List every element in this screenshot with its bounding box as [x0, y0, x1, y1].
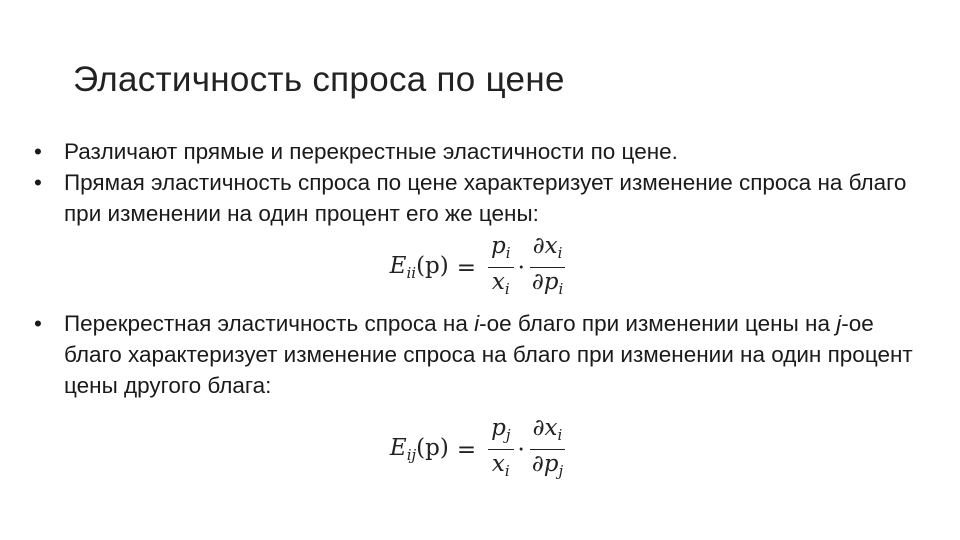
slide-title: Эластичность спроса по цене — [73, 60, 565, 99]
formula-lhs — [390, 435, 449, 464]
numerator-sub: i — [557, 426, 563, 444]
formula-cross-elasticity — [30, 415, 930, 484]
formula-arg: (p) — [416, 253, 449, 279]
numerator-sub: j — [505, 426, 511, 444]
denominator: x — [491, 451, 505, 477]
fraction-2 — [529, 233, 566, 302]
bullet-list — [30, 136, 930, 490]
formula-dot: · — [517, 436, 525, 463]
numerator: p — [491, 415, 506, 441]
fraction-2 — [529, 415, 566, 484]
numerator: ∂x — [532, 415, 558, 441]
formula-var: E — [389, 435, 407, 461]
numerator: ∂x — [532, 233, 558, 259]
bullet-text: Прямая эластичность спроса по цене характеризует изменение спроса на благо при изменении на один процент его же цены: — [64, 170, 907, 226]
bullet-text: Различают прямые и перекрестные эластичности по цене. — [64, 139, 678, 164]
denominator-sub: i — [504, 462, 510, 480]
numerator: p — [491, 233, 506, 259]
formula-sub: ij — [406, 446, 417, 464]
bullet-marker: • — [34, 170, 42, 195]
formula-equals: = — [456, 436, 477, 463]
denominator: x — [491, 269, 505, 295]
numerator-sub: i — [557, 244, 563, 262]
fraction-1 — [488, 415, 513, 484]
formula-lhs — [390, 253, 449, 282]
bullet-item-2 — [30, 167, 930, 229]
denominator: ∂p — [531, 451, 559, 477]
formula-arg: (p) — [416, 435, 449, 461]
formula-equals: = — [456, 254, 477, 281]
bullet-marker: • — [34, 139, 42, 164]
formula-direct-elasticity — [30, 233, 930, 302]
formula-dot: · — [517, 254, 525, 281]
fraction-1 — [488, 233, 514, 302]
bullet-item-3 — [30, 308, 930, 401]
numerator-sub: i — [505, 244, 511, 262]
bullet-text: Перекрестная эластичность спроса на i-ое благо при изменении цены на j-ое благо характеризует изменение спроса на благо при изменении на один процент цены другого блага: — [64, 311, 913, 398]
formula-var: E — [389, 253, 407, 279]
bullet-item-1 — [30, 136, 930, 167]
denominator-sub: i — [504, 280, 510, 298]
formula-sub: ii — [406, 264, 417, 282]
denominator: ∂p — [531, 269, 559, 295]
bullet-marker: • — [34, 311, 42, 336]
denominator-sub: j — [558, 462, 564, 480]
denominator-sub: i — [558, 280, 564, 298]
